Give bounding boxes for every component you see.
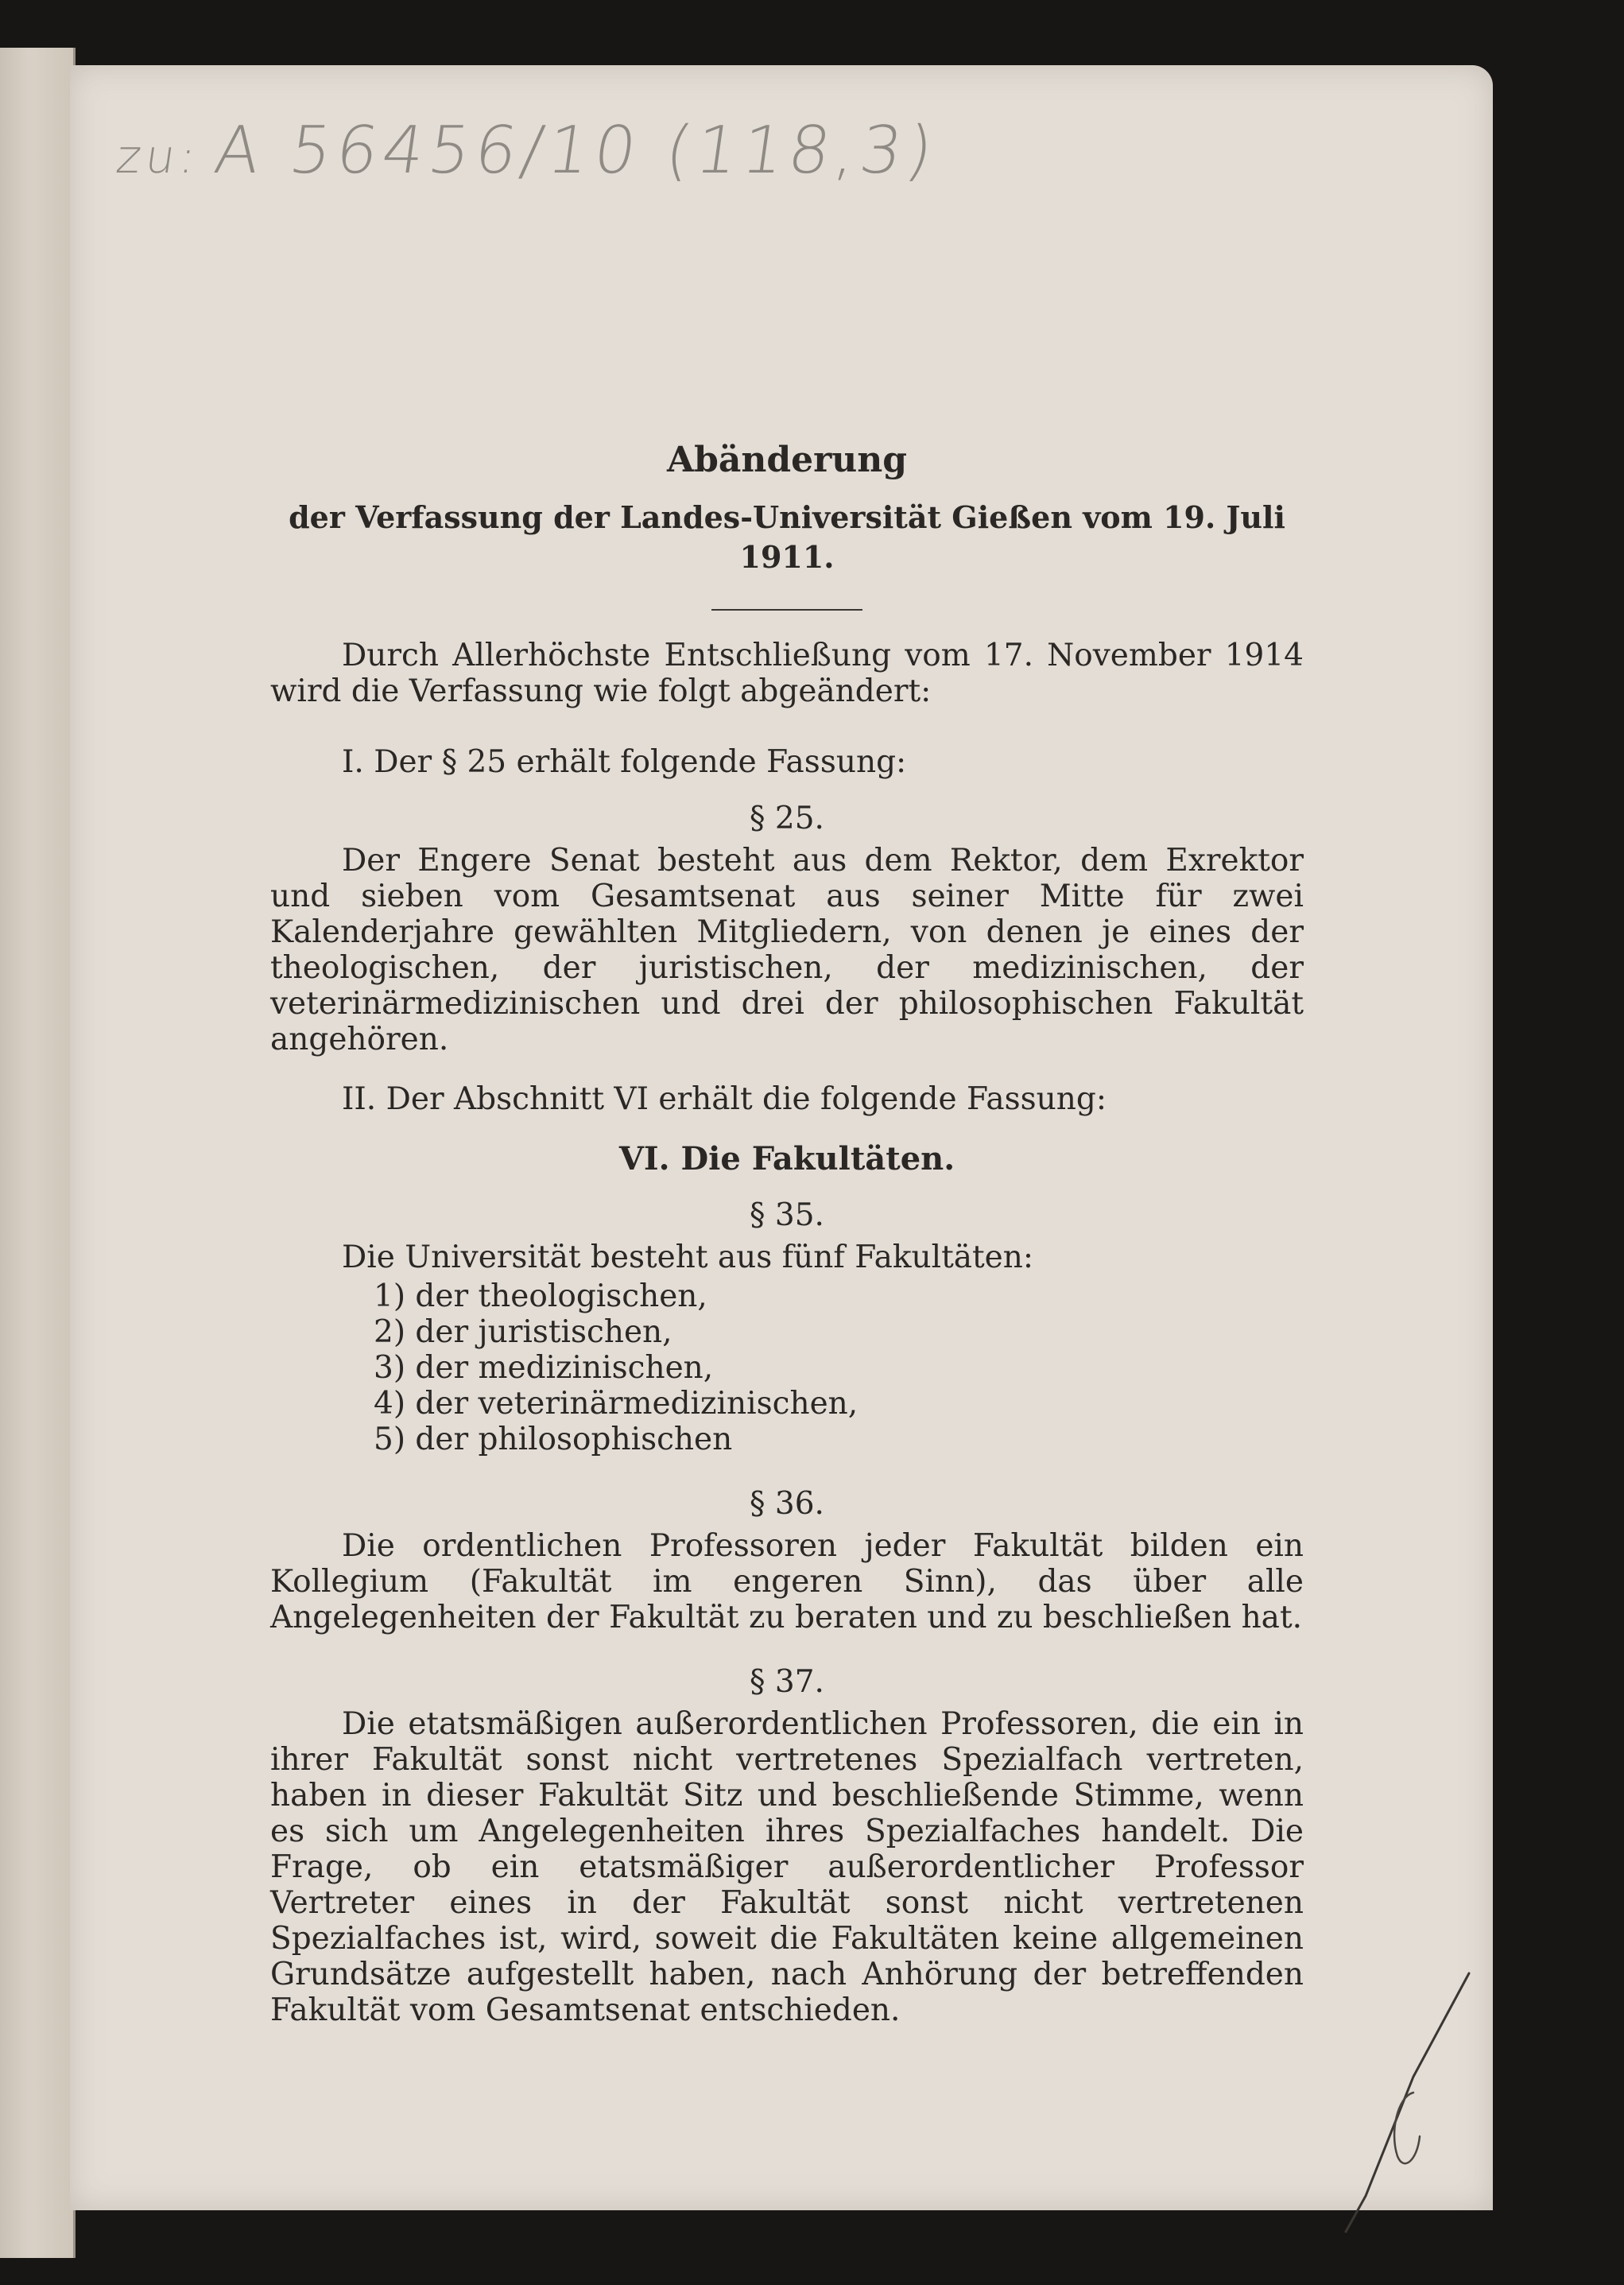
document-title: Abänderung <box>666 440 908 480</box>
back-page-edge <box>0 48 76 2258</box>
list-item: 5) der philosophischen <box>374 1422 733 1457</box>
pencil-mark-icon <box>1278 1957 1485 2244</box>
section-36-number: § 36. <box>750 1486 824 1522</box>
amendment-2-heading: II. Der Abschnitt VI erhält die folgende Fassung: <box>342 1081 1107 1117</box>
section-25-text: Der Engere Senat besteht aus dem Rektor, dem Exrektor und sieben vom Gesamtsenat aus seiner Mitte für zwei Kalenderjahre gewählten Mitgliedern, von denen je eines der theologischen, der juristischen, der medizinischen, der veterinärmedizinischen und drei der philosophischen Fakultät angehören. <box>270 843 1304 1057</box>
document-body <box>270 439 1304 2028</box>
list-item: 2) der juristischen, <box>374 1314 672 1350</box>
list-item: 3) der medizinischen, <box>374 1350 714 1386</box>
intro-paragraph: Durch Allerhöchste Entschließung vom 17. November 1914 wird die Verfassung wie folgt abgeändert: <box>270 638 1304 709</box>
section-35-text: Die Universität besteht aus fünf Fakultäten: <box>342 1239 1034 1275</box>
list-item: 1) der theologischen, <box>374 1278 707 1314</box>
list-item: 4) der veterinärmedizinischen, <box>374 1386 859 1422</box>
section-36-text: Die ordentlichen Professoren jeder Fakultät bilden ein Kollegium (Fakultät im engeren Sinn), das über alle Angelegenheiten der Fakultät zu beraten und zu beschließen hat. <box>270 1528 1304 1635</box>
section-35-number: § 35. <box>750 1197 824 1233</box>
faculty-list <box>374 1278 1304 1457</box>
shelfmark-number: A 56456/10 (118,3) <box>210 113 943 188</box>
shelfmark-prefix: zu: <box>113 130 204 184</box>
section-37-number: § 37. <box>750 1664 824 1700</box>
amendment-1-heading: I. Der § 25 erhält folgende Fassung: <box>342 744 907 780</box>
handwritten-shelfmark <box>112 113 942 188</box>
section-vi-title: VI. Die Fakultäten. <box>618 1140 955 1177</box>
document-page <box>70 65 1493 2210</box>
title-divider <box>711 609 862 611</box>
section-37-text: Die etatsmäßigen außerordentlichen Professoren, die ein in ihrer Fakultät sonst nicht vertretenes Spezialfach vertreten, haben in dieser Fakultät Sitz und beschließende Stimme, wenn es sich um Angelegenheiten ihres Spezialfaches handelt. Die Frage, ob ein etatsmäßiger außerordentlicher Professor Vertreter eines in der Fakultät sonst nicht vertretenen Spezialfaches ist, wird, soweit die Fakultäten keine allgemeinen Grundsätze aufgestellt haben, nach Anhörung der betreffenden Fakultät vom Gesamtsenat entschieden. <box>270 1706 1304 2028</box>
document-subtitle: der Verfassung der Landes-Universität Gießen vom 19. Juli 1911. <box>289 499 1285 575</box>
section-25-number: § 25. <box>750 801 824 836</box>
